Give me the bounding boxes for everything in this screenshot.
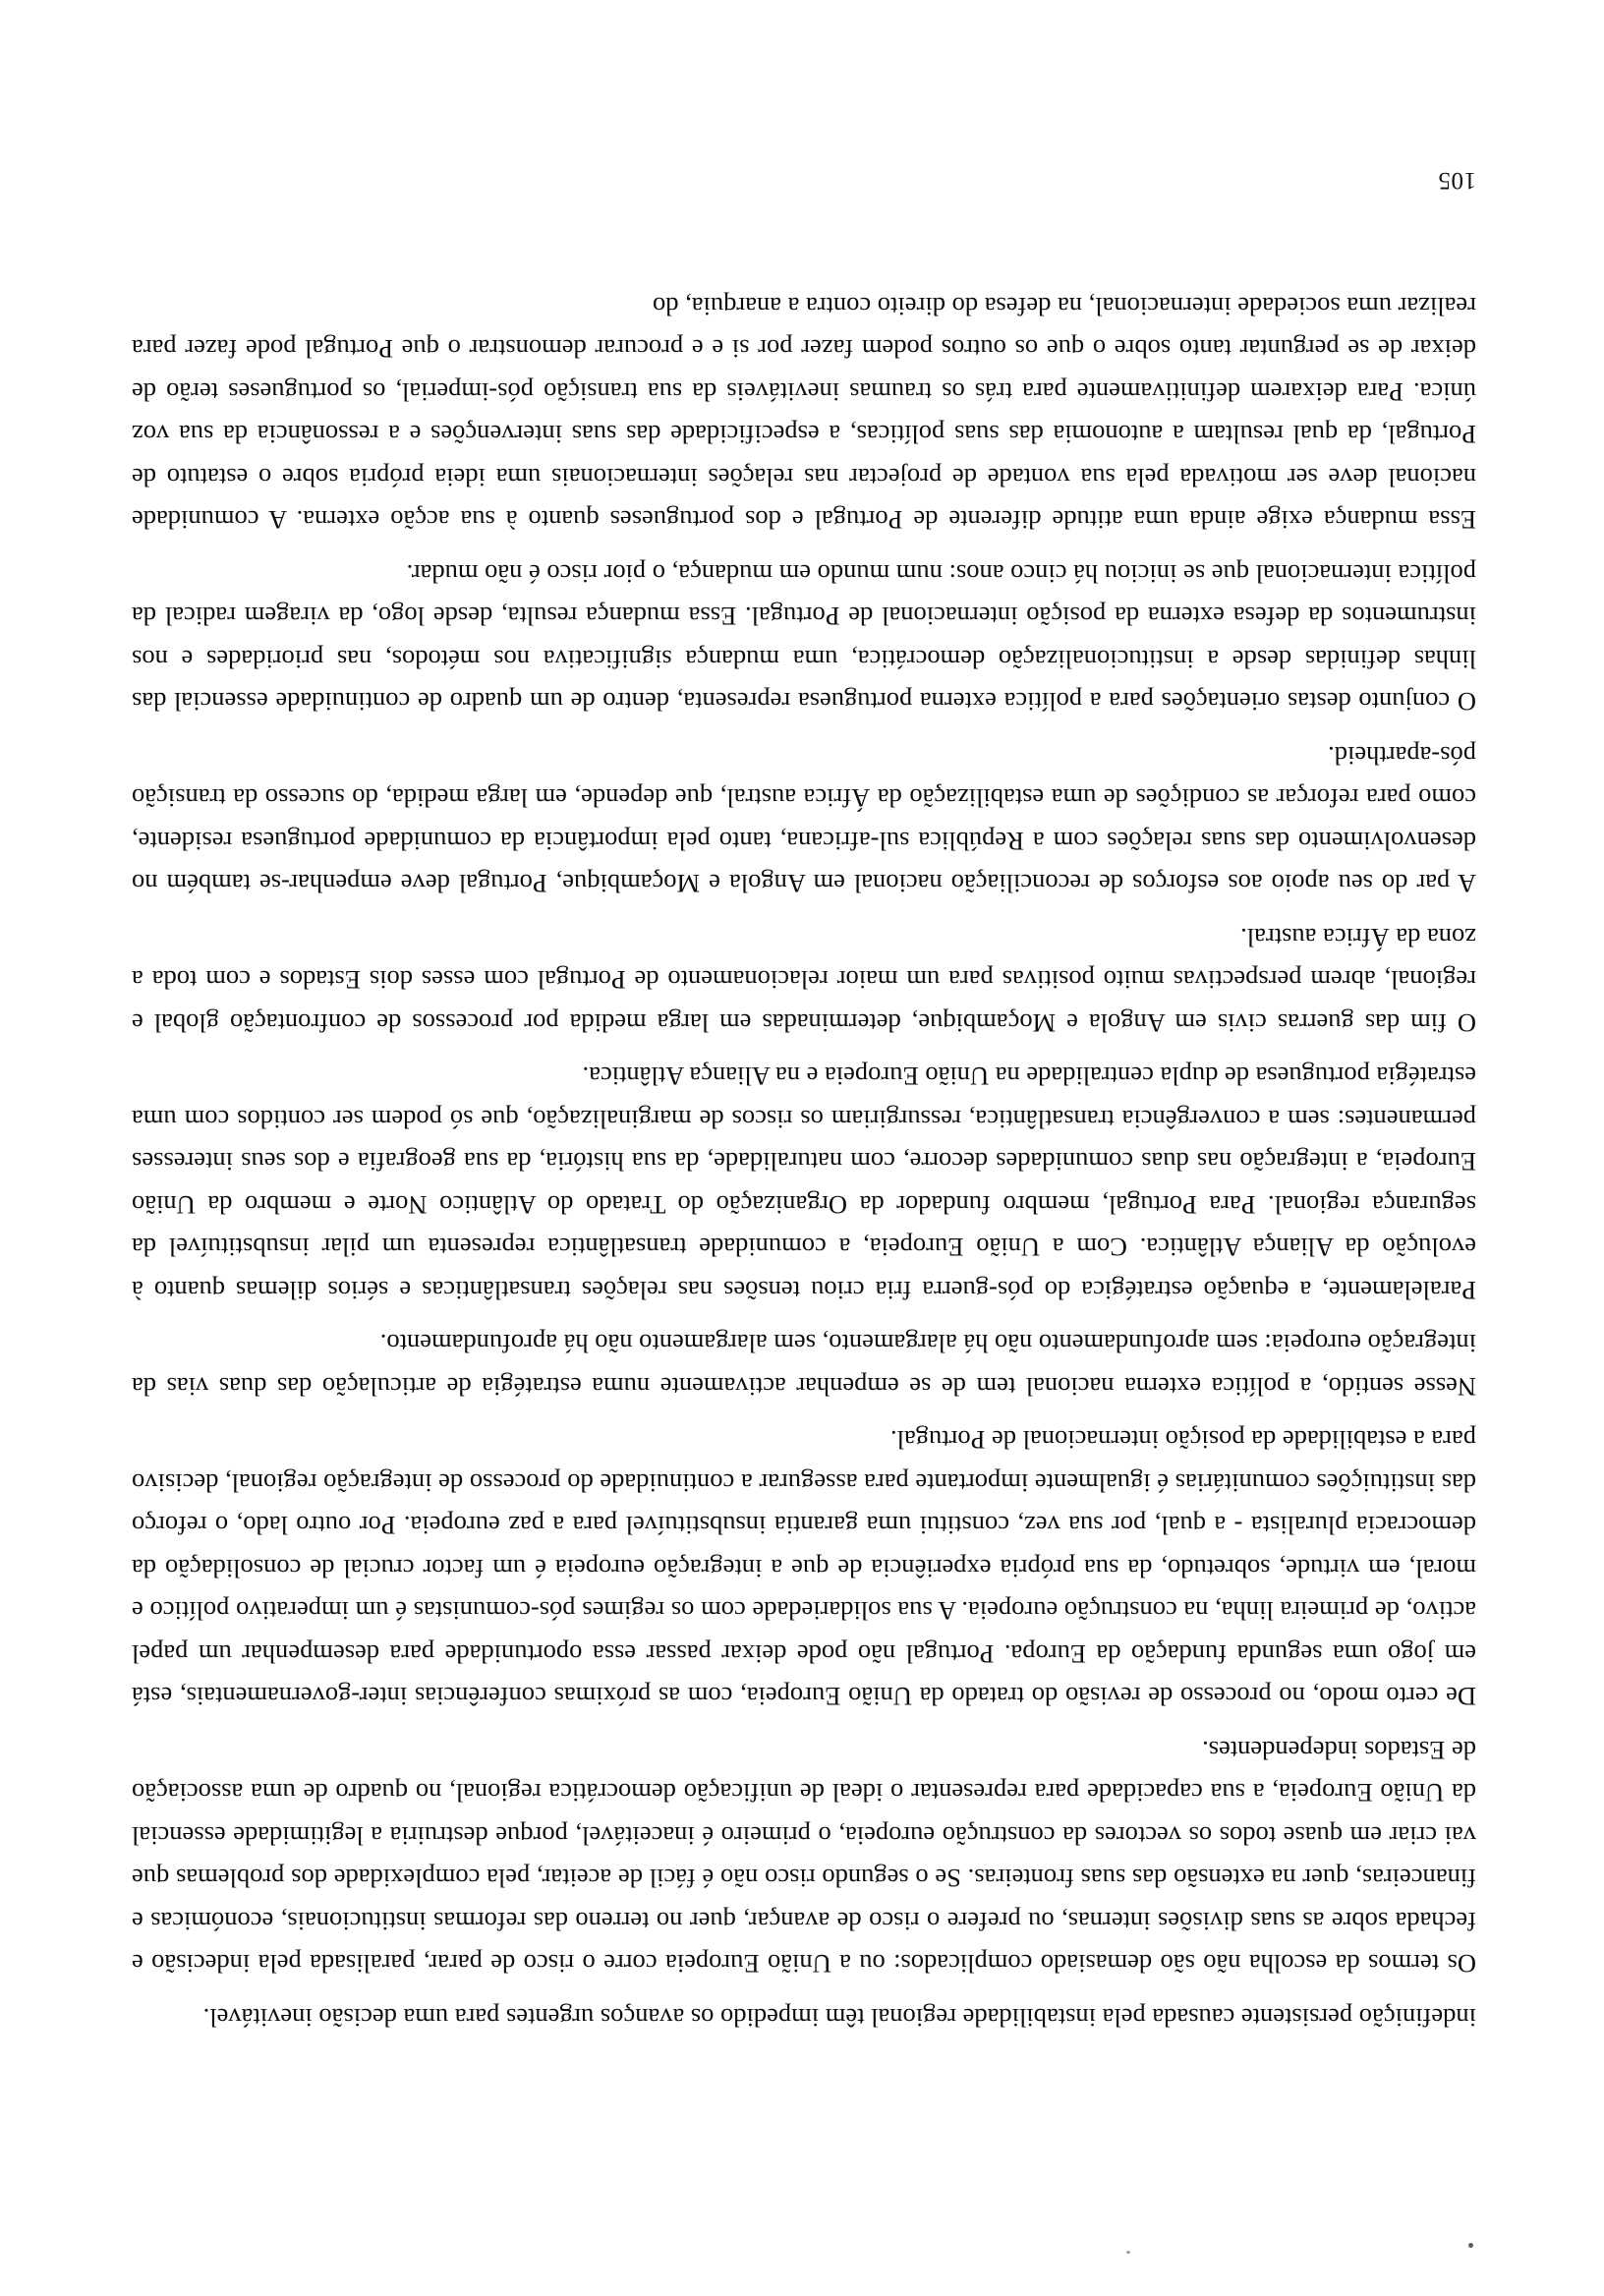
paragraph: Os termos da escolha não são demasiado complicados: ou a União Europeia corre o risco de parar, paralisada pela indecisão e fechada sobre as suas divisões internas, ou prefere o risco de avançar, quer no terreno das reformas institucionais, económicas e financeiras, quer na extensão das suas fronteiras. Se o segundo risco não é fácil de aceitar, pela complexidade dos problemas que vai criar em quase todos os vectores da construção europeia, o primeiro é inaceitável, porque destruiria a legitimidade essencial da União Europeia, a sua capacidade para representar o ideal de unificação democrática regional, no quadro de uma associação de Estados independentes. bbox=[132, 1736, 1476, 1980]
paragraph: A par do seu apoio aos esforços de reconciliação nacional em Angola e Moçambique, Portugal deve empenhar-se também no desenvolvimento das suas relações com a República sul-africana, tanto pela importância da comunidade portuguesa residente, como para reforçar as condições de uma estabilização da África austral, que depende, em larga medida, do sucesso da transição pós-apartheid. bbox=[132, 741, 1476, 899]
paragraph: Essa mudança exige ainda uma atitude diferente de Portugal e dos portugueses quanto à sua acção externa. A comunidade nacional deve ser motivada pela sua vontade de projectar nas relações internacionais uma ideia própria sobre o estatuto de Portugal, da qual resultam a autonomia das suas políticas, a especificidade das suas intervenções e a ressonância da sua voz única. Para deixarem definitivamente para trás os traumas inevitáveis da sua transição pós-imperial, os portugueses terão de deixar de se perguntar tanto sobre o que os outros podem fazer por si e e procurar demonstrar o que Portugal pode fazer para realizar uma sociedade internacional, na defesa do direito contra a anarquia, do bbox=[132, 292, 1476, 536]
scan-speck-artifact bbox=[1126, 2251, 1130, 2254]
paragraph: indefinição persistente causada pela instabilidade regional têm impedido os avanços urgentes para uma decisão inevitável. bbox=[202, 2003, 1476, 2033]
paragraph: O conjunto destas orientações para a política externa portuguesa representa, dentro de um quadro de continuidade essencial das linhas definidas desde a institucionalização democrática, uma mudança significativa nos métodos, nas prioridades e nos instrumentos da defesa externa da posição internacional de Portugal. Essa mudança resulta, desde logo, da viragem radical da política internacional que se iniciou há cinco anos: num mundo em mudança, o pior risco é não mudar. bbox=[132, 559, 1476, 718]
paragraph: Paralelamente, a equação estratégica do pós-guerra fria criou tensões nas relações transatlânticas e sérios dilemas quanto à evolução da Aliança Atlântica. Com a União Europeia, a comunidade transatlântica representa um pilar insubstituível da segurança regional. Para Portugal, membro fundador da Organização do Tratado do Atlântico Norte e membro da União Europeia, a integração nas duas comunidades decorre, com naturalidade, da sua história, da sua geografia e dos seus interesses permanentes: sem a convergência transatlântica, ressurgiriam os riscos de marginalização, que só podem ser contidos com uma estratégia portuguesa de dupla centralidade na União Europeia e na Aliança Atlântica. bbox=[132, 1062, 1476, 1305]
page-number: 105 bbox=[1438, 167, 1476, 194]
scan-speck-artifact bbox=[1468, 2243, 1473, 2248]
paragraph: O fim das guerras civis em Angola e Moçambique, determinadas em larga medida por processos de confrontação global e regional, abrem perspectivas muito positivas para um maior relacionamento de Portugal com esses dois Estados e com toda a zona da África austral. bbox=[132, 923, 1476, 1038]
paragraph: De certo modo, no processo de revisão do tratado da União Europeia, com as próximas conferências inter-governamentais, está em jogo uma segunda fundação da Europa. Portugal não pode deixar passar essa oportunidade para desempenhar um papel activo, de primeira linha, na construção europeia. A sua solidariedade com os regimes pós-comunistas é um imperativo político e moral, em virtude, sobretudo, da sua própria experiência de que a integração europeia é um factor crucial de consolidação da democracia pluralista - a qual, por sua vez, constitui uma garantia insubstituível para a paz europeia. Por outro lado, o reforço das instituições comunitárias é igualmente importante para assegurar a continuidade do processo de integração regional, decisivo para a estabilidade da posição internacional de Portugal. bbox=[132, 1425, 1476, 1712]
text-column bbox=[132, 285, 1476, 2039]
paragraph: Nesse sentido, a política externa nacional tem de se empenhar activamente numa estratégia de articulação das duas vias da integração europeia: sem aprofundamento não há alargamento, sem alargamento não há aprofundamento. bbox=[132, 1329, 1476, 1402]
